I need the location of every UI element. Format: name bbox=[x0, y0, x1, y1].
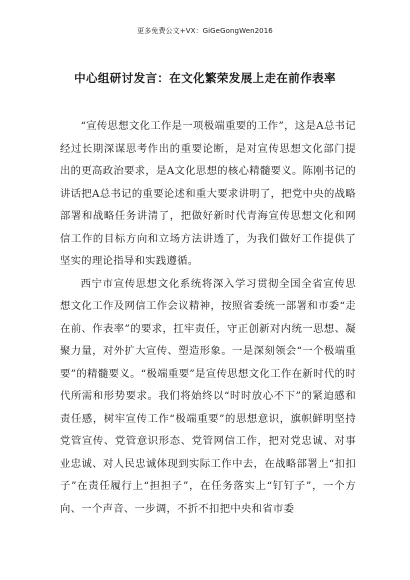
header-note: 更多免费公文+VX：GiGeGongWen2016 bbox=[137, 27, 273, 35]
document-title: 中心组研讨发言：在文化繁荣发展上走在前作表率 bbox=[74, 71, 336, 85]
paragraph-2: 西宁市宣传思想文化系统将深入学习贯彻全国全省宣传思想文化工作及网信工作会议精神，按照省委统一部署和市委“走在前、作表率”的要求，扛牢责任，守正创新对内统一思想、凝聚力量，对外扩大宣传、塑造形象。一是深刻领会“一个极端重要”的精髓要义。“极端重要”是宣传思想文化工作在新时代的时代所需和形势要求。我们将始终以“时时放心不下”的紧迫感和责任感，树牢宣传工作“极端重要”的思想意识，旗帜鲜明坚持党管宣传、党管意识形态、党管网信工作，把对党忠诚、对事业忠诚、对人民忠诚体现到实际工作中去，在战略部署上“扣扣子”在责任履行上“担担子”，在任务落实上“钉钉子”，一个方向、一个声音、一步调，不折不扣把中央和省市委 bbox=[60, 277, 356, 515]
document-body bbox=[60, 115, 356, 520]
paragraph-1: “宣传思想文化工作是一项极端重要的工作”，这是A总书记经过长期深谋思考作出的重要论断，是对宣传思想文化部门提出的更高政治要求，是A文化思想的核心精髓要义。陈刚书记的讲话把A总书记的重要论述和重大要求讲明了，把党中央的战略部署和战略任务讲清了，把做好新时代青海宣传思想文化和网信工作的目标方向和立场方法讲透了，为我们做好工作提供了坚实的理论指导和实践遵循。 bbox=[60, 120, 356, 267]
